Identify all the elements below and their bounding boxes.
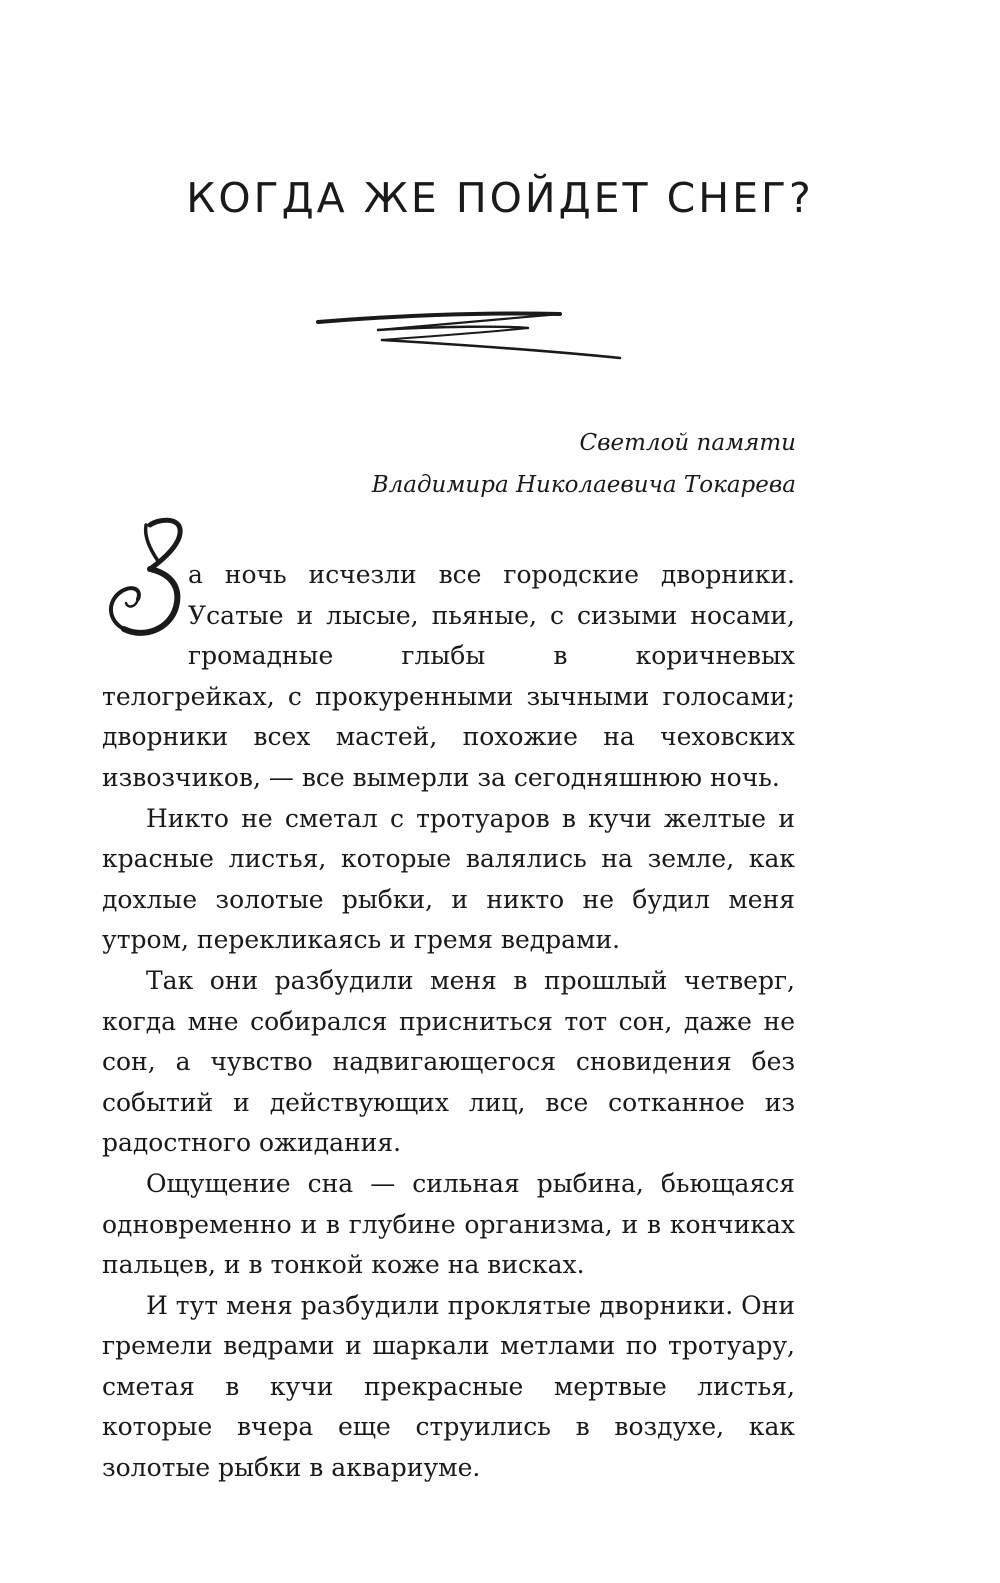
flourish-ornament-icon	[310, 300, 630, 370]
chapter-body	[102, 555, 795, 1489]
paragraph: И тут меня разбудили проклятые дворники. Они гремели ведрами и шаркали метлами по тротуару, сметая в кучи прекрасные мертвые листья, которые вчера еще струились в воздухе, как золотые рыбки в аквариуме.	[102, 1290, 795, 1483]
paragraph-text: а ночь исчезли все городские дворники. Усатые и лысые, пьяные, с сизыми носами, громадные глыбы в коричневых телогрейках, с прокуренными зычными голосами; дворники всех мастей, похожие на чеховских извозчиков, — все вымерли за сегодняшнюю ночь.	[102, 560, 795, 792]
drop-cap-glyph-icon	[98, 515, 188, 645]
paragraph	[102, 555, 795, 799]
chapter-title: КОГДА ЖЕ ПОЙДЕТ СНЕГ?	[186, 174, 814, 222]
paragraph: Никто не сметал с тротуаров в кучи желтые и красные листья, которые валялись на земле, как дохлые золотые рыбки, и никто не будил меня утром, перекликаясь и гремя ведрами.	[102, 803, 795, 955]
paragraph: Ощущение сна — сильная рыбина, бьющаяся одновременно и в глубине организма, и в кончиках пальцев, и в тонкой коже на висках.	[102, 1168, 795, 1280]
epigraph-line: Владимира Николаевича Токарева	[371, 472, 796, 498]
paragraph: Так они разбудили меня в прошлый четверг, когда мне собирался присниться тот сон, даже не сон, а чувство надвигающегося сновидения без событий и действующих лиц, все сотканное из радостного ожидания.	[102, 965, 795, 1158]
drop-cap	[102, 515, 184, 640]
epigraph	[372, 422, 796, 506]
epigraph-line: Светлой памяти	[579, 430, 796, 456]
